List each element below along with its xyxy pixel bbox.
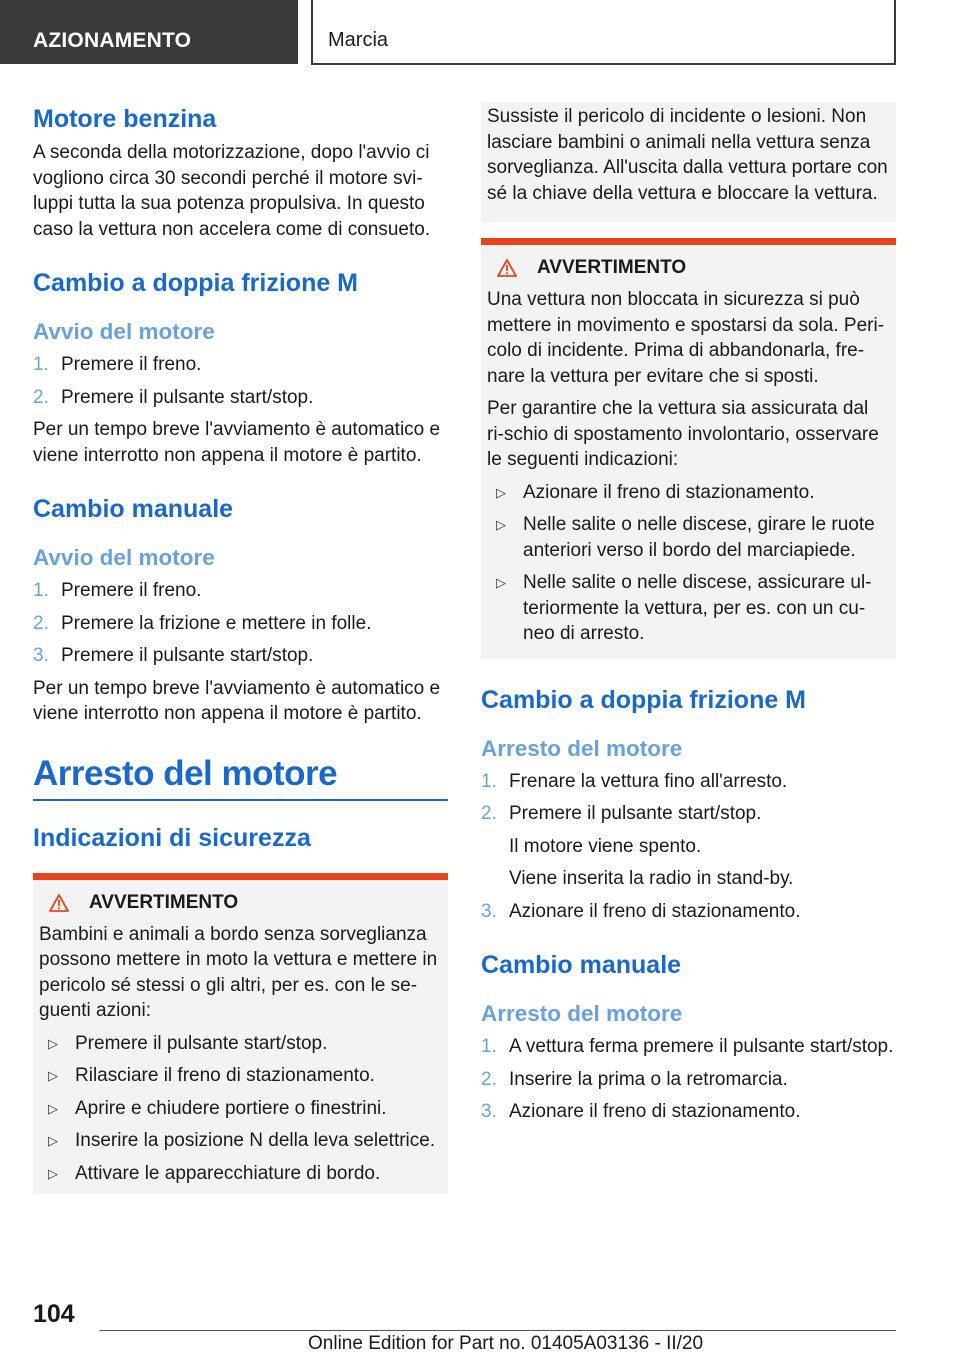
footer-edition: Online Edition for Part no. 01405A03136 - II/20 [308,1333,704,1354]
steps-arresto-manuale [481,1034,896,1125]
list-item [481,769,896,795]
step-number: 1. [481,1036,497,1057]
bullet-text: Rilasciare il freno di stazionamento. [75,1065,375,1086]
bullet-triangle-icon: ▷ [496,517,506,532]
step-text: Premere il freno. [61,354,202,375]
subheading-avvio-motore-manuale: Avvio del motore [33,545,215,570]
heading-cambio-doppia-frizione: Cambio a doppia frizione M [33,269,359,297]
heading-cambio-manuale: Cambio manuale [33,495,234,523]
bullet-triangle-icon: ▷ [48,1165,58,1181]
step-number: 3. [481,1101,497,1122]
steps-arresto-dct [481,769,896,827]
heading-arresto-motore: Arresto del motore [33,753,338,793]
bullet-text: Nelle salite o nelle discese, girare le ruote anteriori verso il bordo del marciapiede. [523,514,875,561]
list-item [39,1161,440,1187]
step-number: 3. [481,900,497,922]
list-item [481,899,896,925]
heading-motore-benzina: Motore benzina [33,105,217,133]
step-number: 1. [33,580,49,601]
chapter-title: Marcia [328,29,389,51]
warning-label: AVVERTIMENTO [89,891,239,913]
list-item [481,1099,896,1125]
step-text: Premere il pulsante start/stop. [61,645,314,666]
warning-text: Bambini e animali a bordo senza sorveglianza possono mettere in moto la vettura e mettere in pericolo sé stessi o gli altri, per es. con le se-guenti azioni: [39,923,438,1021]
heading-indicazioni-sicurezza: Indicazioni di sicurezza [33,823,311,852]
warning-continuation-box [481,102,896,222]
step-text: Premere il pulsante start/stop. [509,803,762,824]
step-text: Frenare la vettura fino all'arresto. [509,770,788,792]
paragraph-motore-benzina: A seconda della motorizzazione, dopo l'avvio ci vogliono circa 30 secondi perché il motore svi-luppi tutta la sua potenza propulsiva. In questo caso la vettura non accelera come di consueto. [33,142,431,240]
bullet-text: Inserire la posizione N della leva selettrice. [75,1130,436,1151]
step-text: Inserire la prima o la retromarcia. [509,1068,788,1090]
list-item [487,512,888,563]
list-item [33,643,448,669]
list-item [39,1063,440,1089]
step-sub-text: Viene inserita la radio in stand-by. [509,868,794,889]
step-sub-text: Il motore viene spento. [509,835,702,857]
step-number: 2. [481,1068,497,1090]
bullet-triangle-icon: ▷ [48,1133,58,1148]
chapter-tab [311,0,896,65]
list-item [487,480,888,506]
warning-box-rolling [481,238,896,659]
step-number: 2. [481,803,497,824]
bullet-triangle-icon: ▷ [48,1068,58,1083]
heading-cambio-manuale-arresto: Cambio manuale [481,951,682,979]
right-column [481,102,896,1125]
bullet-text: Nelle salite o nelle discese, assicurare ul-teriormente la vettura, per es. con un cu-neo di arresto. [523,572,872,644]
subheading-arresto-motore-manuale: Arresto del motore [481,1001,683,1026]
bullet-triangle-icon: ▷ [48,1100,58,1116]
bullet-text: Attivare le apparecchiature di bordo. [75,1162,381,1184]
warning-header [41,890,440,916]
steps-avvio-dct [33,352,448,410]
warning-triangle-icon [497,259,517,277]
step-number: 2. [33,386,49,408]
list-item [33,611,448,637]
bullet-triangle-icon: ▷ [48,1035,58,1051]
bullet-triangle-icon: ▷ [496,575,506,590]
step-number: 1. [33,354,49,375]
subheading-arresto-motore-dct: Arresto del motore [481,735,683,761]
warning-continuation-text: Sussiste il pericolo di incidente o lesioni. Non lasciare bambini o animali nella vettura senza sorveglianza. All'uscita dalla vettura portare con sé la chiave della vettura e bloccare la vettura. [487,106,888,204]
list-item [33,385,448,411]
note-avvio-manuale: Per un tempo breve l'avviamento è automatico e viene interrotto non appena il motore è partito. [33,677,441,724]
bullet-triangle-icon: ▷ [496,484,506,500]
footer-divider [100,1330,896,1331]
list-item [39,1128,440,1154]
step-text: Azionare il freno di stazionamento. [509,1101,801,1122]
list-item [481,1034,896,1060]
list-item [33,352,448,378]
step-number: 3. [33,645,49,666]
warning-triangle-icon [49,894,69,912]
section-tab [0,0,298,64]
list-item [481,801,896,827]
subheading-avvio-motore-dct: Avvio del motore [33,319,215,344]
step-text: A vettura ferma premere il pulsante start/stop. [509,1036,894,1057]
section-title: AZIONAMENTO [33,29,192,52]
step-number: 2. [33,612,49,634]
steps-avvio-manuale [33,578,448,669]
warning-bullets [39,1031,440,1187]
step-text: Premere il pulsante start/stop. [61,386,314,408]
list-item [39,1096,440,1122]
warning-box-children [33,873,448,1195]
list-item [481,1067,896,1093]
bullet-text: Azionare il freno di stazionamento. [523,481,815,503]
step-text: Premere la frizione e mettere in folle. [61,612,372,634]
warning-header [489,255,888,281]
warning-text-2: Per garantire che la vettura sia assicurata dal ri-schio di spostamento involontario, osservare le seguenti indicazioni: [487,398,879,470]
page-number: 104 [33,1300,75,1328]
steps-arresto-dct-cont [481,899,896,925]
list-item [33,578,448,604]
step-text: Azionare il freno di stazionamento. [509,900,801,922]
warning-bullets [487,480,888,651]
bullet-text: Aprire e chiudere portiere o finestrini. [75,1097,387,1119]
left-column [33,102,448,1194]
heading-arresto-wrapper [33,753,448,801]
warning-label: AVVERTIMENTO [537,257,687,278]
warning-text-1: Una vettura non bloccata in sicurezza si può mettere in movimento e spostarsi da sola. Peri-colo di incidente. Prima di abbandonarla, fre-nare la vettura per evitare che si sposti. [487,289,885,387]
bullet-text: Premere il pulsante start/stop. [75,1032,328,1054]
heading-cambio-doppia-frizione-arresto: Cambio a doppia frizione M [481,685,807,714]
note-avvio-dct: Per un tempo breve l'avviamento è automatico e viene interrotto non appena il motore è partito. [33,419,441,466]
list-item [487,570,888,647]
step-text: Premere il freno. [61,580,202,601]
list-item [39,1031,440,1057]
step-number: 1. [481,770,497,792]
